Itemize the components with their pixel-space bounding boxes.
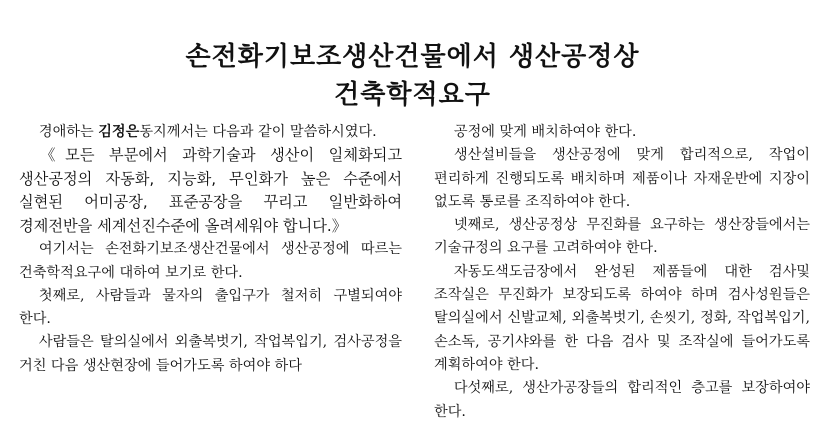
- paragraph-equipment-layout: 생산설비들을 생산공정에 맞게 합리적으로, 작업이 편리하게 진행되도록 배치하며 제품이나 자재운반에 지장이 없도록 통로를 조직하여야 한다.: [434, 147, 810, 210]
- quotation: 《모든 부문에서 과학기술과 생산이 일체화되고 생산공정의 자동화, 지능화, 무인화가 높은 수준에서 실현된 어미공장, 표준공장을 꾸리고 일반화하여 경제전반을 세계선진수준에 올려세워야 합니다.》: [19, 146, 402, 235]
- leader-name: 김정은: [98, 124, 140, 140]
- left-column: [19, 121, 402, 378]
- paragraph-process-layout: 공정에 맞게 배치하여야 한다.: [453, 124, 637, 140]
- article-title: [0, 38, 825, 114]
- title-line-2: 건축학적요구: [334, 80, 491, 110]
- paragraph-changing-room: 사람들은 탈의실에서 외출복벗기, 작업복입기, 검사공정을 거친 다음 생산현장에 들어가도록 하여야 하다: [19, 334, 402, 374]
- paragraph-fourth-requirement: 넷째로, 생산공정상 무진화를 요구하는 생산장들에서는 기술규정의 요구를 고려하여야 한다.: [434, 217, 810, 257]
- paragraph-fifth-requirement: 다섯째로, 생산가공장들의 합리적인 층고를 보장하여야 한다.: [434, 380, 810, 420]
- intro-post: 동지께서는 다음과 같이 말씀하시였다.: [139, 124, 377, 140]
- paragraph-inspection-room: 자동도색도금장에서 완성된 제품들에 대한 검사및 조작실은 무진화가 보장되도록 하여야 하며 검사성원들은 탈의실에서 신발교체, 외출복벗기, 손씻기, 정화, 작업복입기, 손소독, 공기샤와를 한 다음 검사 및 조작실에 들어가도록 계획하여야 한다.: [434, 263, 810, 373]
- intro-pre: 경애하는: [38, 124, 99, 140]
- right-column: [434, 121, 810, 424]
- paragraph-first-requirement: 첫째로, 사람들과 물자의 출입구가 철저히 구별되여야 한다.: [19, 287, 402, 328]
- paragraph-intro: [19, 121, 402, 144]
- title-line-1: 손전화기보조생산건물에서 생산공정상: [185, 42, 640, 72]
- paragraph-overview: 여기서는 손전화기보조생산건물에서 생산공정에 따르는 건축학적요구에 대하여 보기로 한다.: [19, 241, 402, 281]
